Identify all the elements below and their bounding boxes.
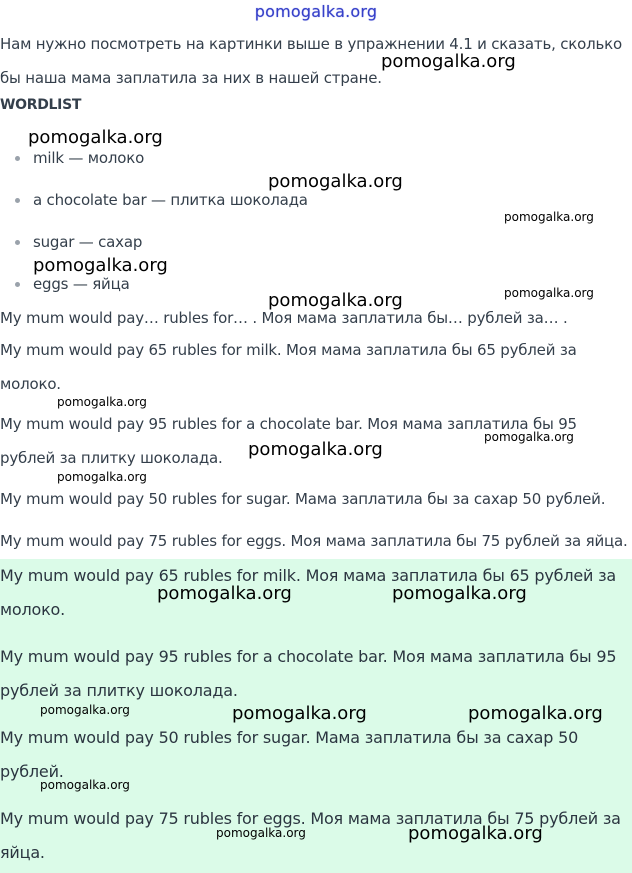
watermark: pomogalka.org [468,703,603,724]
watermark: pomogalka.org [40,703,130,717]
bullet-icon [15,240,20,245]
watermark: pomogalka.org [248,439,383,460]
watermark: pomogalka.org [33,255,168,276]
site-title[interactable]: pomogalka.org [254,2,378,21]
wordlist [0,140,308,308]
intro-paragraph: Нам нужно посмотреть на картинки выше в упражнении 4.1 и сказать, сколько бы наша мама заплатила за них в нашей стране. [0,35,622,87]
example-template-sentence: My mum would pay… rubles for… . Моя мама заплатила бы… рублей за… . [0,309,568,327]
bullet-icon [15,156,20,161]
watermark: pomogalka.org [57,470,147,484]
answer-sentence-chocolate: My mum would pay 95 rubles for a chocolate bar. Моя мама заплатила бы 95 рублей за плитку шоколада. [0,647,617,700]
bullet-icon [15,198,20,203]
wordlist-heading: WORDLIST [0,97,82,113]
watermark: pomogalka.org [381,51,516,72]
answer-sentence-sugar: My mum would pay 50 rubles for sugar. Мама заплатила бы за сахар 50 рублей. [0,728,579,781]
watermark: pomogalka.org [157,583,292,604]
watermark: pomogalka.org [268,171,403,192]
watermark: pomogalka.org [504,210,594,224]
watermark: pomogalka.org [392,583,527,604]
bullet-icon [15,282,20,287]
example-sentence-chocolate: My mum would pay 95 rubles for a chocolate bar. Моя мама заплатила бы 95 рублей за плитку шоколада. [0,415,577,467]
wordlist-item-text: milk — молоко [33,149,145,167]
example-sentence-milk: My mum would pay 65 rubles for milk. Моя мама заплатила бы 65 рублей за молоко. [0,341,577,393]
watermark: pomogalka.org [57,395,147,409]
watermark: pomogalka.org [216,826,306,840]
watermark: pomogalka.org [484,430,574,444]
watermark: pomogalka.org [268,290,403,311]
answer-sentence-eggs: My mum would pay 75 rubles for eggs. Моя мама заплатила бы 75 рублей за яйца. [0,809,621,862]
watermark: pomogalka.org [232,703,367,724]
watermark: pomogalka.org [504,286,594,300]
watermark: pomogalka.org [28,127,163,148]
answer-sentence-milk: My mum would pay 65 rubles for milk. Моя мама заплатила бы 65 рублей за молоко. [0,566,616,619]
wordlist-item-text: a chocolate bar — плитка шоколада [33,191,308,209]
wordlist-item-text: sugar — сахар [33,233,143,251]
watermark: pomogalka.org [40,778,130,792]
example-sentence-sugar: My mum would pay 50 rubles for sugar. Мама заплатила бы за сахар 50 рублей. [0,490,606,508]
list-item [0,182,308,224]
example-sentence-eggs: My mum would pay 75 rubles for eggs. Моя мама заплатила бы 75 рублей за яйца. [0,532,628,550]
wordlist-item-text: eggs — яйца [33,275,130,293]
watermark: pomogalka.org [408,823,543,844]
